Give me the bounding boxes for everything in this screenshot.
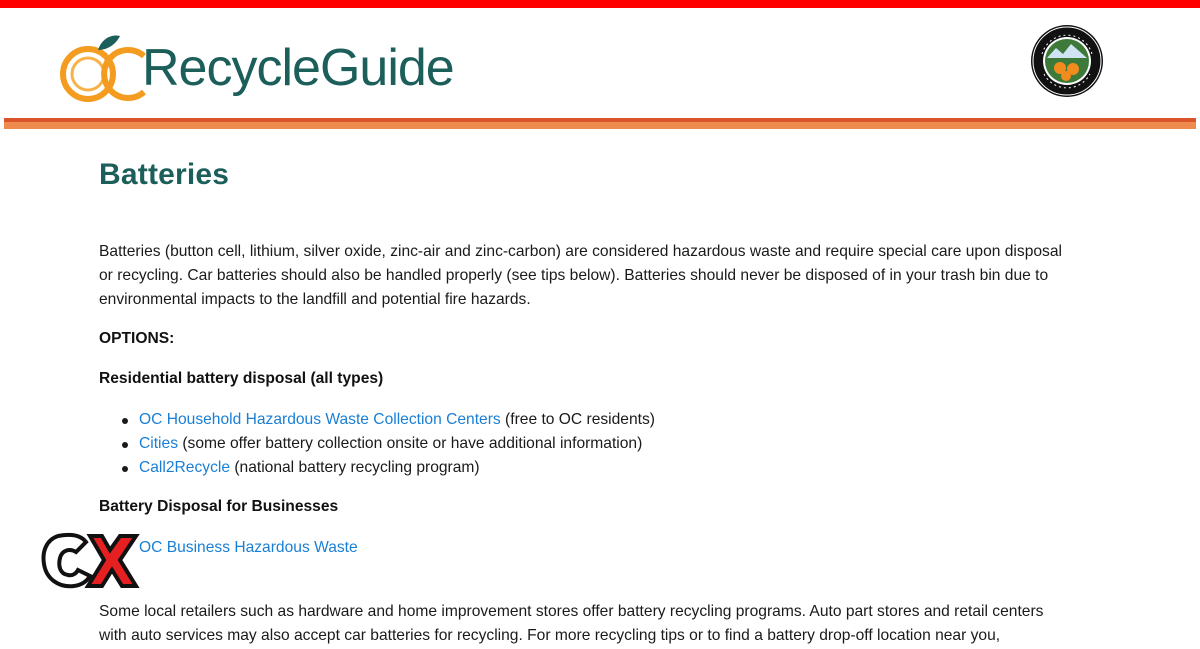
- list-item: [119, 408, 655, 432]
- top-accent-bar: [0, 0, 1200, 8]
- list-item-note: (national battery recycling program): [230, 459, 480, 476]
- header-divider: [4, 118, 1196, 129]
- closing-paragraph: Some local retailers such as hardware and home improvement stores offer battery recycling programs. Auto part stores and retail centers with auto services may also accept car batteries for recycling. For more recycling tips or to find a battery drop-off location near you,: [99, 603, 1044, 644]
- list-item-note: (some offer battery collection onsite or have additional information): [178, 435, 643, 452]
- list-item: [119, 536, 358, 560]
- options-heading: OPTIONS:: [99, 330, 175, 347]
- oc-hhw-centers-link[interactable]: OC Household Hazardous Waste Collection Centers: [139, 411, 501, 428]
- business-heading: Battery Disposal for Businesses: [99, 498, 339, 515]
- business-options-list: [119, 536, 358, 560]
- residential-options-list: [119, 408, 655, 480]
- bullet-icon: [122, 418, 128, 424]
- list-item: [119, 456, 655, 480]
- site-header: [0, 8, 1200, 118]
- site-logo-text: RecycleGuide: [142, 39, 454, 97]
- oc-business-hazardous-waste-link[interactable]: OC Business Hazardous Waste: [139, 539, 358, 556]
- cx-watermark-icon: [40, 530, 140, 592]
- county-seal-icon: [1030, 24, 1104, 98]
- call2recycle-link[interactable]: Call2Recycle: [139, 459, 230, 476]
- orange-logo-icon: [58, 30, 146, 106]
- cities-link[interactable]: Cities: [139, 435, 178, 452]
- list-item: [119, 432, 655, 456]
- intro-paragraph: Batteries (button cell, lithium, silver oxide, zinc-air and zinc-carbon) are considered hazardous waste and require special care upon disposal or recycling. Car batteries should also be handled properly (see tips below). Batteries should never be disposed of in your trash bin due to environmental impacts to the landfill and potential fire hazards.: [99, 243, 1062, 308]
- bullet-icon: [122, 466, 128, 472]
- site-logo[interactable]: [58, 26, 454, 110]
- list-item-note: (free to OC residents): [500, 411, 655, 428]
- residential-heading: Residential battery disposal (all types): [99, 370, 384, 387]
- bullet-icon: [122, 442, 128, 448]
- page-title: Batteries: [99, 158, 230, 191]
